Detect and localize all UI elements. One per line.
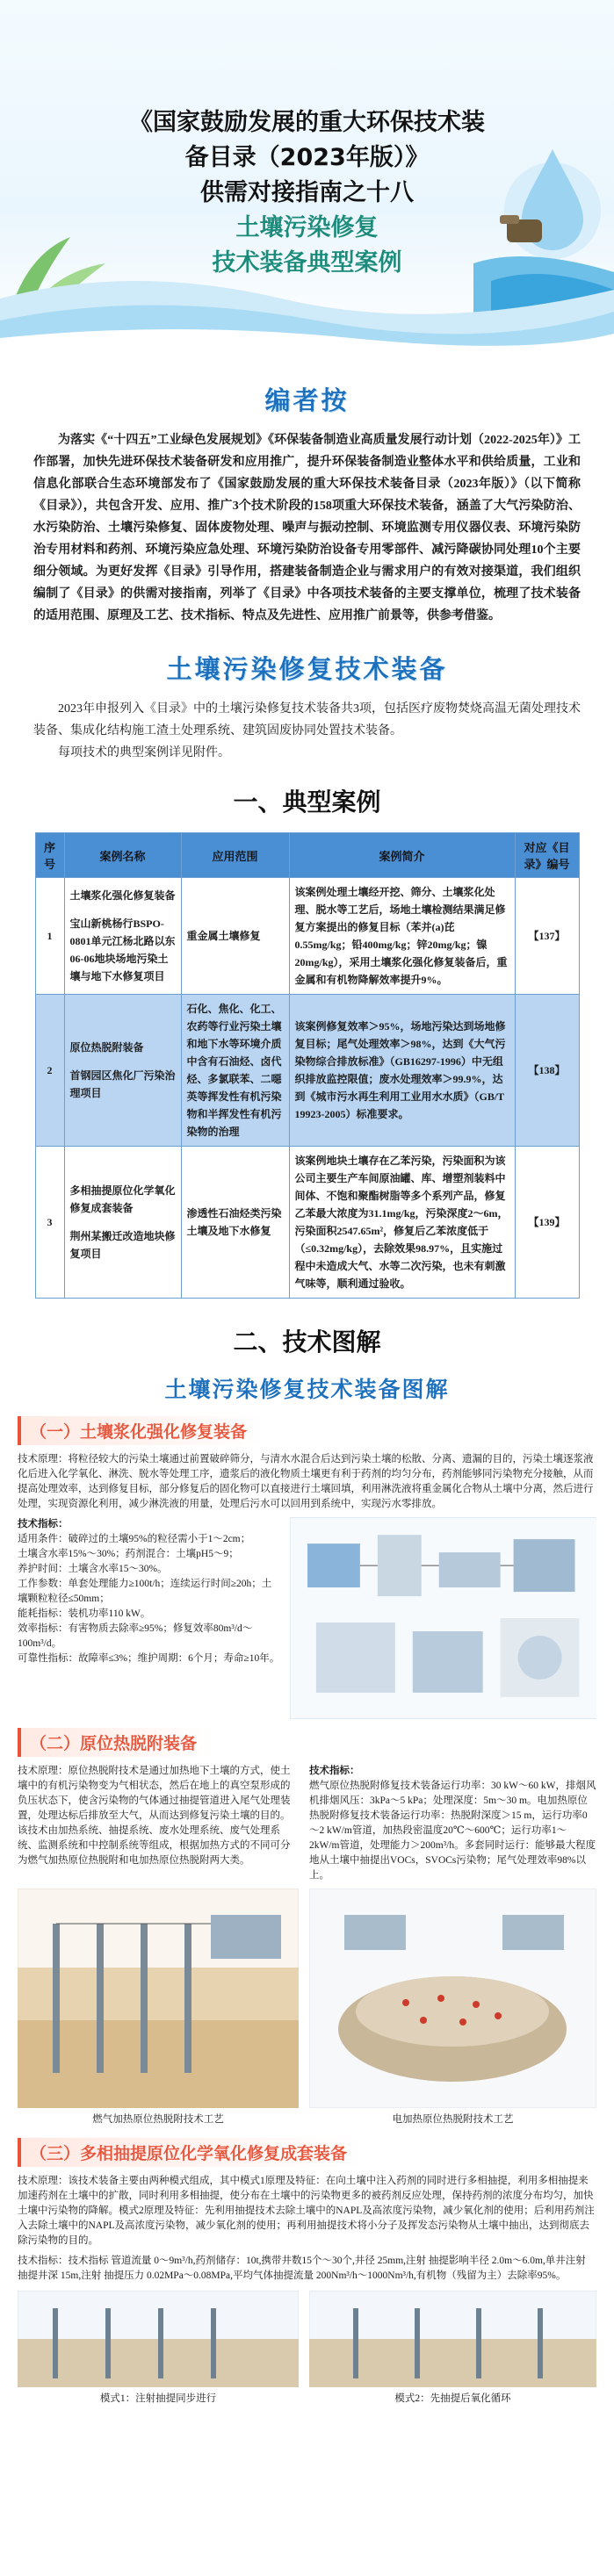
part2-section [0, 1728, 614, 2127]
hero-banner [0, 0, 614, 351]
case-name [64, 878, 181, 995]
part1-heading: （一）土壤浆化强化修复装备 [18, 1416, 264, 1445]
cases-table [35, 832, 580, 1299]
soil-section-intro: 2023年申报列入《目录》中的土壤污染修复技术装备共3项，包括医疗废物焚烧高温无菌处理技术装备、集成化结构施工渣土处理系统、建筑固废协同处置技术装备。 [33, 702, 581, 738]
cases-heading: 一、典型案例 [233, 788, 381, 817]
table-header-row [35, 833, 579, 878]
part1-indicators [18, 1517, 281, 1719]
soil-section-note: 每项技术的典型案例详见附件。 [58, 746, 230, 759]
part1-indicator: 能耗指标：装机功率110 kW。 [18, 1608, 151, 1619]
part1-indicator: 可靠性指标：故障率≤3%；维护周期：6个月；寿命≥10年。 [18, 1653, 280, 1664]
part2-principle: 技术原理：原位热脱附技术是通过加热地下土壤的方式，使土壤中的有机污染物变为气相状态，然后在地上的真空泵形成的负压状态下，使含污染物的气体通过抽提管道进入尾气处理装置，处理达标后排放至大气，从而达到修复污染土壤的目的。该技术由加热系统、抽提系统、废水处理系统、废气处理系统、监测系统和中控制系统等组成，根据加热方式的不同可分为燃气加热原位热脱附和电加热原位热脱附两大类。 [18, 1766, 291, 1866]
case-ref: 【139】 [515, 1147, 579, 1299]
page-title [44, 105, 570, 281]
case-intro: 该案例地块土壤存在乙苯污染，污染面积为该公司主要生产车间原油罐、库、增塑剂装料中间体、不饱和聚酯树脂等多个系列产品，修复乙苯最大浓度为31.1mg/kg，污染深度2～6m，污染面积2547.65m²，修复后乙苯浓度低于（≤0.32mg/kg），去除效果98.97%，且实施过程中未造成大气、水等二次污染，也未有刺激气味等，顺利通过验收。 [289, 1147, 515, 1299]
case-scope: 重金属土壤修复 [181, 878, 289, 995]
part3-caption-right: 模式2：先抽提后氧化循环 [394, 2393, 511, 2404]
part1-principle: 技术原理：将粒径较大的污染土壤通过前置破碎筛分，与清水水混合后达到污染土壤的松散、分离、遗漏的目的，污染土壤逐浆液化后进入化学氧化、淋洗、脱水等处理工序，遗浆后的液化物质土壤更有利于药剂的均匀分布，药剂能够同污染物充分接触，从而提高处理效率，达到修复目标，部分修复后的固化物可以直接进行土壤回填，利用淋洗液将重金属化合物从土壤中分离，然后进行处理，实现资源化利用，减少淋洗液的用量，处理后污水可以回用到系统中，实现污水零排放。 [18, 1454, 594, 1509]
table-header: 对应《目录》编号 [515, 833, 579, 878]
case-number: 3 [35, 1147, 64, 1299]
table-header: 案例简介 [289, 833, 515, 878]
case-name [64, 1147, 181, 1299]
table-header: 应用范围 [181, 833, 289, 878]
part1-indicator: 工作参数：单套处理能力≥100t/h；连续运行时间≥20h；土壤颗粒粒径≤50mm； [18, 1579, 272, 1604]
part3-caption-left: 模式1：注射抽提同步进行 [99, 2393, 217, 2404]
slurry-process-diagram [290, 1517, 596, 1719]
case-name-equipment: 多相抽提原位化学氧化修复成套装备 [69, 1184, 176, 1214]
table-row [35, 1147, 579, 1299]
part3-section [0, 2138, 614, 2407]
table-header: 案例名称 [64, 833, 181, 878]
part2-indicators [309, 1764, 596, 1883]
part1-section [0, 1416, 614, 1719]
part1-indicator: 效率指标：有害物质去除率≥95%；修复效率80m³/d～100m³/d。 [18, 1623, 253, 1649]
mode2-diagram [309, 2291, 596, 2387]
part3-principle: 技术原理：该技术装备主要由两种模式组成，其中模式1原理及特征：在向土壤中注入药剂的同时进行多相抽提，利用多相抽提来加速药剂在土壤中的扩散，同时利用多相抽提，使分布在土壤中的污染物更多的被药剂反应处理，保持药剂的浓度分布均匀，加快土壤中污染物的降解。模式2原理及特征：先利用抽提技术去除土壤中的NAPL及高浓度污染物，减少氧化剂的使用；后利用药剂注入去除土壤中的NAPL及高浓度污染物，减少氧化剂的使用；再利用抽提技术将小分子及挥发态污染物从土壤中抽出，达到彻底去除污染物的目的。 [18, 2176, 595, 2246]
case-name [64, 995, 181, 1147]
case-ref: 【138】 [515, 995, 579, 1147]
mode1-diagram [18, 2291, 299, 2387]
title-line: 备目录（2023年版）》 [184, 144, 430, 171]
table-row [35, 878, 579, 995]
electric-heating-process-diagram [309, 1889, 596, 2108]
case-ref: 【137】 [515, 878, 579, 995]
subtitle-line: 土壤污染修复 [235, 214, 379, 241]
part2-caption-right: 电加热原位热脱附技术工艺 [392, 2114, 514, 2125]
part1-indicator: 土壤含水率15%～30%；药剂混合：土壤pH5～9； [18, 1549, 239, 1559]
diagrams-title: 土壤污染修复技术装备图解 [164, 1377, 450, 1402]
part1-indicator: 养护时间：土壤含水率15～30%。 [18, 1564, 168, 1574]
part2-indicators-title: 技术指标： [309, 1766, 360, 1776]
case-intro: 该案例处理土壤经开挖、筛分、土壤浆化处理、脱水等工艺后，场地土壤检测结果满足修复方案提出的修复目标（苯并(a)芘0.55mg/kg；铅400mg/kg；锌20mg/kg；镍20mg/kg），采用土壤浆化强化修复装备后，重金属和有机物降解效率提升9%。 [289, 878, 515, 995]
case-name-equipment: 土壤浆化强化修复装备 [69, 889, 176, 902]
gas-heating-process-diagram [18, 1889, 299, 2108]
table-header: 序号 [35, 833, 64, 878]
case-name-equipment: 原位热脱附装备 [69, 1041, 144, 1054]
part3-indicators: 技术指标：技术指标 管道流量 0～9m³/h,药剂储存：10t,携带井数15个～30个,井径 25mm,注射 抽提影响半径 2.0m～6.0m,单井注射 抽提井深 15m,注射 抽提压力 0.02MPa～0.08MPa,平均气体抽提流量 200Nm³/h～1000Nm³/h,有机物（残留为主）去除率95%。 [18, 2256, 586, 2281]
part2-indicators-text: 燃气原位热脱附修复技术装备运行功率：30 kW～60 kW，排烟风机排烟风压：3kPa～5 kPa；处理深度：5m～30 m。电加热原位热脱附修复技术装备运行功率：热脱附深度＞15 m，运行功率0～2 kW/m管道，加热段密温度20℃～600℃；运行功率1～2kW/m管道，处理能力＞200m³/h。多套同时运行：能够最大程度地从土壤中抽提出VOCs，SVOCs污染物；尾气处理效率98%以上。 [309, 1781, 596, 1881]
soil-section-heading: 土壤污染修复技术装备 [166, 654, 448, 684]
preface-heading: 编者按 [264, 385, 350, 415]
diagrams-heading: 二、技术图解 [233, 1328, 381, 1356]
part2-heading: （二）原位热脱附装备 [18, 1728, 214, 1757]
subtitle-line: 技术装备典型案例 [212, 249, 402, 277]
part1-indicator: 适用条件：破碎过的土壤95%的粒径需小于1～2cm； [18, 1534, 251, 1544]
part1-indicators-title: 技术指标： [18, 1519, 69, 1529]
part2-caption-left: 燃气加热原位热脱附技术工艺 [92, 2114, 224, 2125]
case-scope: 渗透性石油烃类污染土壤及地下水修复 [181, 1147, 289, 1299]
case-number: 2 [35, 995, 64, 1147]
preface-text: 为落实《“十四五”工业绿色发展规划》《环保装备制造业高质量发展行动计划（2022-2025年）》工作部署，加快先进环保技术装备研发和应用推广，提升环保装备制造业整体水平和供给质量，工业和信息化部联合生态环境部发布了《国家鼓励发展的重大环保技术装备目录（2023年版）》（以下简称《目录》），共包含开发、应用、推广3个技术阶段的158项重大环保技术装备，涵盖了大气污染防治、水污染防治、土壤污染修复、固体废物处理、噪声与振动控制、环境监测专用仪器仪表、环境污染防治专用材料和药剂、环境污染应急处理、环境污染防治设备专用零部件、减污降碳协同处理10个主要细分领域。为更好发挥《目录》引导作用，搭建装备制造企业与需求用户的有效对接渠道，我们组织编制了《目录》的供需对接指南，列举了《目录》中各项技术装备的主要支撑单位，梳理了技术装备的适用范围、原理及工艺、技术指标、特点及先进性、应用推广前景等，供参考借鉴。 [33, 434, 581, 622]
case-name-project: 荆州某搬迁改造地块修复项目 [69, 1230, 176, 1260]
part3-heading: （三）多相抽提原位化学氧化修复成套装备 [18, 2138, 365, 2167]
case-name-project: 宝山新桃杨行BSPO-0801单元江杨北路以东06-06地块场地污染土壤与地下水修复项目 [69, 917, 176, 982]
case-name-project: 首钢园区焦化厂污染治理项目 [69, 1069, 176, 1099]
title-line: 供需对接指南之十八 [200, 179, 414, 206]
title-line: 《国家鼓励发展的重大环保技术装 [129, 109, 485, 136]
case-intro: 该案例修复效率＞95%，场地污染达到场地修复目标；尾气处理效率＞98%，达到《大气污染物综合排放标准》（GB16297-1996）中无组织排放监控限值；废水处理效率＞99.9%，达到《城市污水再生利用工业用水水质》（GB/T 19923-2005）标准要求。 [289, 995, 515, 1147]
case-scope: 石化、焦化、化工、农药等行业污染土壤和地下水等环境介质中含有石油烃、卤代烃、多氯联苯、二噁英等挥发性有机污染物和半挥发性有机污染物的治理 [181, 995, 289, 1147]
case-number: 1 [35, 878, 64, 995]
table-row [35, 995, 579, 1147]
